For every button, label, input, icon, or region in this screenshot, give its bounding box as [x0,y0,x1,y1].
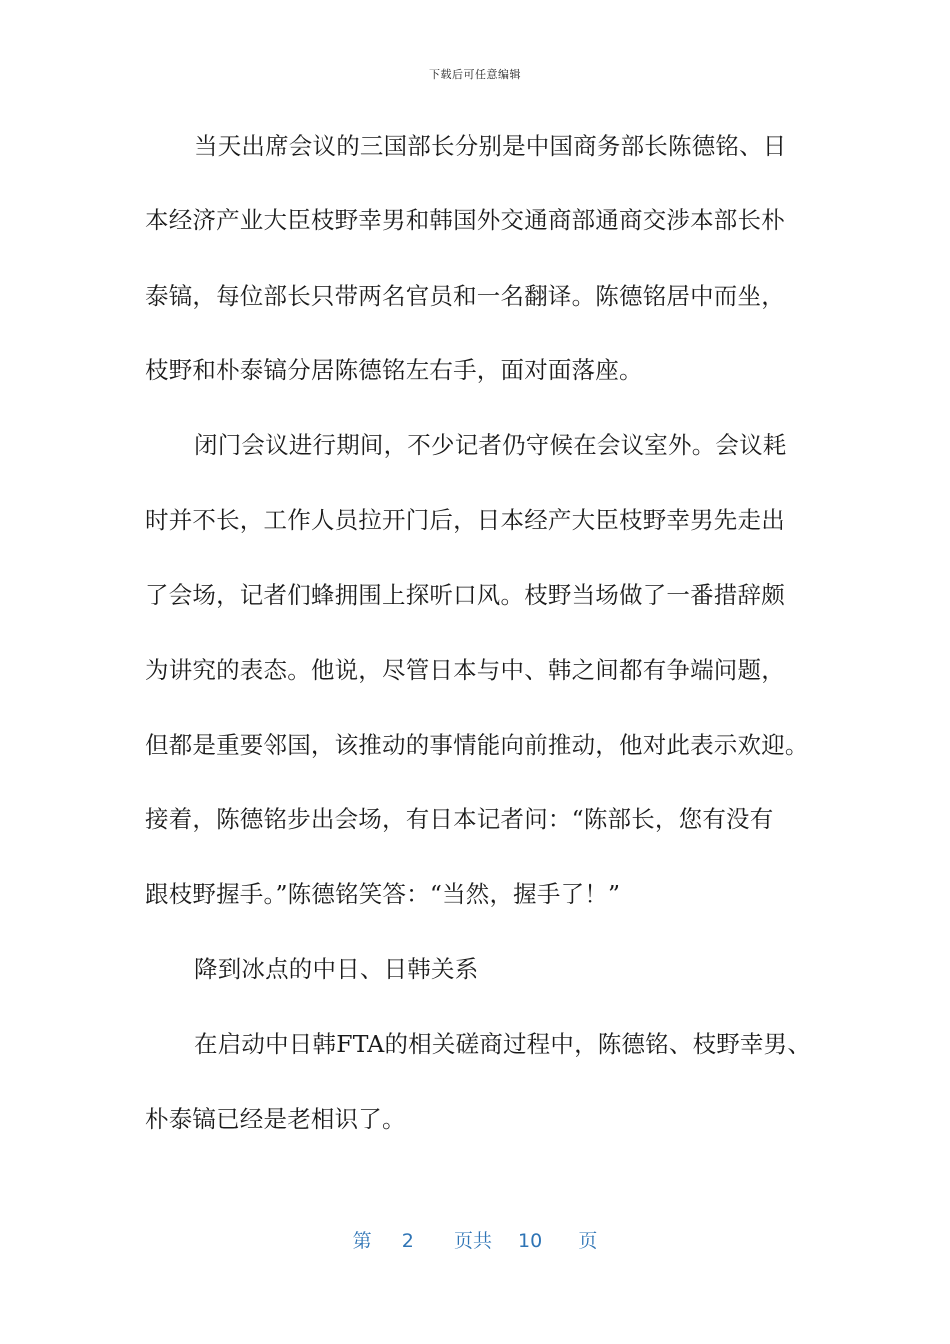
paragraph-line: 跟枝野握手。”陈德铭笑答：“当然，握手了！” [145,880,621,908]
header-note: 下载后可任意编辑 [429,68,521,81]
paragraph-line: 为讲究的表态。他说，尽管日本与中、韩之间都有争端问题， [145,656,785,684]
paragraph-line: 枝野和朴泰镐分居陈德铭左右手，面对面落座。 [145,356,643,384]
page-number: 2 [401,1230,414,1252]
paragraph-line: 闭门会议进行期间，不少记者仍守候在会议室外。会议耗 [194,431,787,459]
paragraph-line: 但都是重要邻国，该推动的事情能向前推动，他对此表示欢迎。 [145,731,809,759]
page-mid: 页共 [453,1230,492,1252]
section-heading: 降到冰点的中日、日韩关系 [194,955,479,983]
paragraph-line: 泰镐，每位部长只带两名官员和一名翻译。陈德铭居中而坐， [145,282,785,310]
paragraph-line: 在启动中日韩FTA的相关磋商过程中，陈德铭、枝野幸男、 [194,1030,812,1058]
page-total: 10 [518,1230,543,1252]
paragraph-line: 接着，陈德铭步出会场，有日本记者问：“陈部长，您有没有 [145,805,774,833]
paragraph-line: 了会场，记者们蜂拥围上探听口风。枝野当场做了一番措辞颇 [145,581,785,609]
page-prefix: 第 [352,1230,372,1252]
paragraph-line: 本经济产业大臣枝野幸男和韩国外交通商部通商交涉本部长朴 [145,206,785,234]
paragraph-line: 朴泰镐已经是老相识了。 [145,1105,406,1133]
paragraph-line: 当天出席会议的三国部长分别是中国商务部长陈德铭、日 [194,132,787,160]
page-footer [0,1226,950,1253]
paragraph-line: 时并不长，工作人员拉开门后，日本经产大臣枝野幸男先走出 [145,506,785,534]
page-suffix: 页 [578,1230,598,1252]
